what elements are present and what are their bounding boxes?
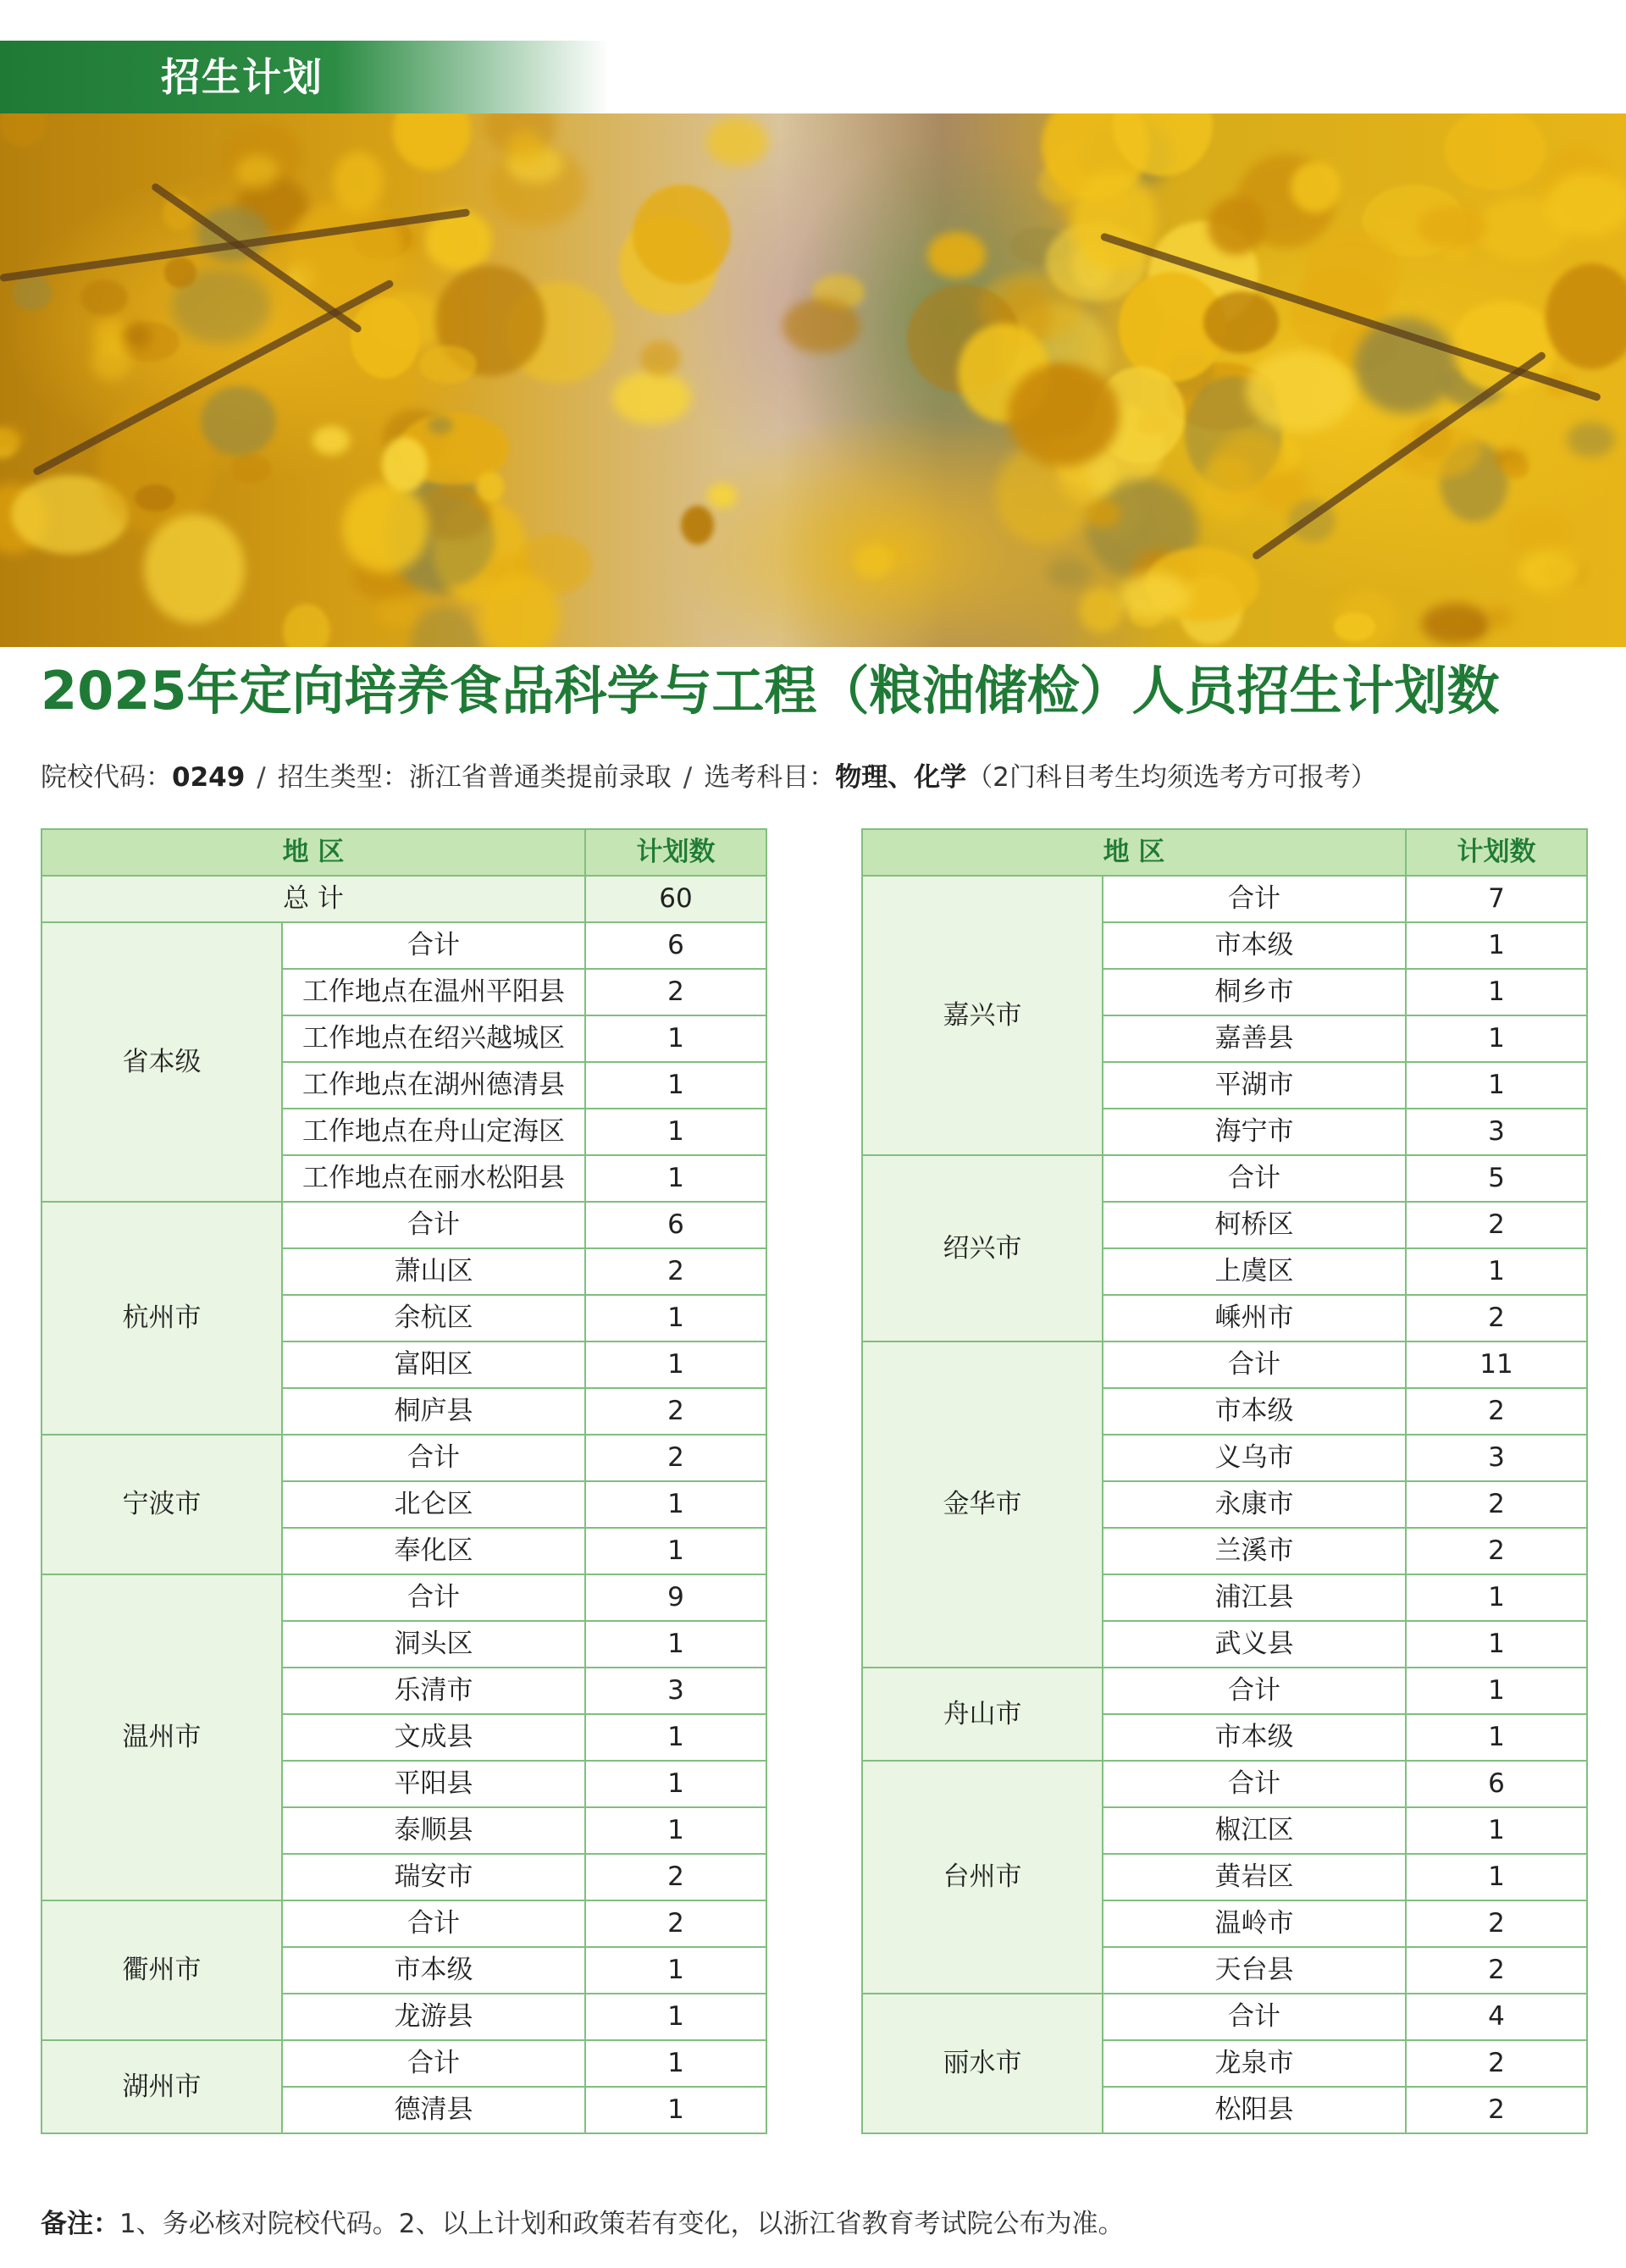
- school-code-label: 院校代码：: [41, 762, 172, 793]
- district-label-cell: 乐清市: [282, 1668, 585, 1714]
- ginkgo-leaf-cluster: [681, 506, 714, 545]
- plan-count-cell: 2: [585, 1900, 766, 1947]
- table-row: [862, 1761, 1587, 1807]
- district-label-cell: 嘉善县: [1103, 1015, 1406, 1062]
- footnote: [41, 2205, 1124, 2243]
- region-name-cell: 嘉兴市: [862, 876, 1103, 1155]
- ginkgo-leaf-cluster: [1047, 557, 1092, 589]
- plan-count-cell: 1: [585, 1994, 766, 2040]
- ginkgo-leaf-cluster: [1120, 573, 1190, 619]
- district-label-cell: 工作地点在丽水松阳县: [282, 1155, 585, 1202]
- plan-count-cell: 2: [1406, 1388, 1587, 1435]
- district-label-cell: 合计: [1103, 1761, 1406, 1807]
- plan-count-cell: 1: [585, 1807, 766, 1854]
- table-row: [41, 1435, 766, 1481]
- plan-count-cell: 1: [585, 1295, 766, 1341]
- admission-type-label: 招生类型：: [277, 762, 409, 793]
- plan-count-cell: 1: [1406, 922, 1587, 969]
- plan-count-cell: 1: [1406, 1807, 1587, 1854]
- ginkgo-leaf-cluster: [1008, 363, 1120, 467]
- plan-count-cell: 1: [585, 1155, 766, 1202]
- ginkgo-leaf-cluster: [1071, 170, 1157, 269]
- district-label-cell: 合计: [1103, 1668, 1406, 1714]
- plan-count-cell: 1: [585, 1714, 766, 1761]
- plan-count-cell: 1: [1406, 1854, 1587, 1900]
- plan-count-cell: 1: [585, 1761, 766, 1807]
- separator: /: [257, 762, 266, 793]
- region-name-cell: 台州市: [862, 1761, 1103, 1994]
- region-name-cell: 绍兴市: [862, 1155, 1103, 1341]
- ginkgo-leaf-cluster: [1421, 603, 1490, 644]
- ginkgo-leaf-cluster: [1567, 422, 1615, 458]
- district-label-cell: 平阳县: [282, 1761, 585, 1807]
- ginkgo-leaf-cluster: [477, 472, 504, 503]
- district-label-cell: 松阳县: [1103, 2087, 1406, 2133]
- district-label-cell: 北仑区: [282, 1481, 585, 1528]
- ginkgo-leaf-cluster: [91, 342, 131, 380]
- district-label-cell: 平湖市: [1103, 1062, 1406, 1109]
- district-label-cell: 合计: [282, 1435, 585, 1481]
- plan-count-cell: 1: [1406, 1062, 1587, 1109]
- ginkgo-leaf-cluster: [927, 232, 986, 279]
- ginkgo-leaf-cluster: [164, 257, 196, 288]
- page-title: 2025年定向培养食品科学与工程（粮油储检）人员招生计划数: [41, 660, 1500, 722]
- district-label-cell: 市本级: [282, 1947, 585, 1994]
- plan-count-cell: 1: [1406, 1714, 1587, 1761]
- ginkgo-leaf-cluster: [1246, 351, 1354, 432]
- ginkgo-leaf-cluster: [124, 324, 151, 349]
- plan-count-cell: 2: [585, 1435, 766, 1481]
- region-name-cell: 宁波市: [41, 1435, 282, 1574]
- region-name-cell: 金华市: [862, 1341, 1103, 1668]
- plan-count-cell: 2: [1406, 1528, 1587, 1574]
- district-label-cell: 工作地点在湖州德清县: [282, 1062, 585, 1109]
- district-label-cell: 合计: [282, 922, 585, 969]
- section-header-label: 招生计划: [161, 54, 324, 100]
- count-column-header: 计划数: [585, 829, 766, 876]
- plan-count-cell: 1: [585, 1621, 766, 1668]
- district-label-cell: 萧山区: [282, 1248, 585, 1295]
- district-label-cell: 余杭区: [282, 1295, 585, 1341]
- plan-count-cell: 2: [1406, 1202, 1587, 1248]
- ginkgo-leaf-cluster: [1518, 550, 1584, 591]
- district-label-cell: 富阳区: [282, 1341, 585, 1388]
- district-label-cell: 温岭市: [1103, 1900, 1406, 1947]
- ginkgo-leaf-cluster: [419, 346, 476, 384]
- district-label-cell: 武义县: [1103, 1621, 1406, 1668]
- ginkgo-leaf-cluster: [230, 454, 272, 484]
- district-label-cell: 工作地点在绍兴越城区: [282, 1015, 585, 1062]
- plan-count-cell: 5: [1406, 1155, 1587, 1202]
- district-label-cell: 黄岩区: [1103, 1854, 1406, 1900]
- district-label-cell: 泰顺县: [282, 1807, 585, 1854]
- ginkgo-leaf-cluster: [0, 113, 47, 147]
- enrollment-table-left: [41, 828, 767, 2134]
- table-row: [41, 1202, 766, 1248]
- plan-count-cell: 2: [585, 1854, 766, 1900]
- ginkgo-leaf-cluster: [479, 573, 560, 647]
- plan-count-cell: 1: [1406, 1668, 1587, 1714]
- subjects-value: 物理、化学: [835, 762, 967, 793]
- ginkgo-leaf-cluster: [97, 396, 213, 534]
- ginkgo-leaf-cluster: [1502, 456, 1528, 478]
- ginkgo-leaf-cluster: [1208, 196, 1265, 255]
- ginkgo-leaf-cluster: [1417, 206, 1487, 248]
- hero-photo-ginkgo: [0, 113, 1626, 647]
- district-label-cell: 海宁市: [1103, 1109, 1406, 1155]
- plan-count-cell: 6: [585, 1202, 766, 1248]
- region-name-cell: 舟山市: [862, 1668, 1103, 1761]
- ginkgo-leaf-cluster: [201, 386, 276, 456]
- plan-count-cell: 3: [1406, 1109, 1587, 1155]
- district-label-cell: 兰溪市: [1103, 1528, 1406, 1574]
- enrollment-table-right: [861, 828, 1588, 2134]
- plan-count-cell: 1: [585, 1341, 766, 1388]
- region-name-cell: 丽水市: [862, 1994, 1103, 2133]
- ginkgo-leaf-cluster: [1203, 291, 1279, 353]
- district-label-cell: 文成县: [282, 1714, 585, 1761]
- table-row: [862, 1668, 1587, 1714]
- region-column-header: 地 区: [41, 829, 585, 876]
- ginkgo-leaf-cluster: [706, 118, 769, 166]
- district-label-cell: 工作地点在舟山定海区: [282, 1109, 585, 1155]
- count-column-header: 计划数: [1406, 829, 1587, 876]
- region-column-header: 地 区: [862, 829, 1406, 876]
- district-label-cell: 瑞安市: [282, 1854, 585, 1900]
- plan-count-cell: 6: [1406, 1761, 1587, 1807]
- plan-count-cell: 2: [1406, 1947, 1587, 1994]
- region-name-cell: 杭州市: [41, 1202, 282, 1435]
- grand-total-label: 总 计: [41, 876, 585, 922]
- table-row: [41, 2040, 766, 2087]
- ginkgo-leaf-cluster: [612, 371, 690, 423]
- grand-total-value: 60: [585, 876, 766, 922]
- table-row: [862, 1341, 1587, 1388]
- plan-count-cell: 1: [585, 1481, 766, 1528]
- ginkgo-leaf-cluster: [144, 514, 245, 623]
- plan-count-cell: 2: [1406, 2040, 1587, 2087]
- plan-count-cell: 1: [585, 2087, 766, 2133]
- admission-type-value: 浙江省普通类提前录取: [408, 762, 672, 793]
- district-label-cell: 合计: [1103, 1994, 1406, 2040]
- district-label-cell: 柯桥区: [1103, 1202, 1406, 1248]
- plan-count-cell: 1: [1406, 1574, 1587, 1621]
- ginkgo-leaf-cluster: [333, 152, 384, 212]
- table-row: [862, 876, 1587, 922]
- ginkgo-leaf-cluster: [0, 427, 24, 450]
- plan-count-cell: 1: [585, 1528, 766, 1574]
- region-name-cell: 温州市: [41, 1574, 282, 1900]
- district-label-cell: 合计: [282, 1202, 585, 1248]
- plan-count-cell: 1: [585, 1109, 766, 1155]
- plan-count-cell: 1: [1406, 1248, 1587, 1295]
- district-label-cell: 浦江县: [1103, 1574, 1406, 1621]
- plan-count-cell: 2: [585, 1248, 766, 1295]
- district-label-cell: 洞头区: [282, 1621, 585, 1668]
- ginkgo-leaf-cluster: [640, 340, 680, 376]
- ginkgo-leaf-cluster: [1546, 263, 1626, 369]
- ginkgo-leaf-cluster: [312, 426, 349, 455]
- region-name-cell: 湖州市: [41, 2040, 282, 2133]
- district-label-cell: 义乌市: [1103, 1435, 1406, 1481]
- plan-count-cell: 2: [1406, 2087, 1587, 2133]
- ginkgo-leaf-cluster: [393, 113, 471, 170]
- ginkgo-leaf-cluster: [410, 606, 480, 647]
- plan-count-cell: 2: [1406, 1900, 1587, 1947]
- district-label-cell: 上虞区: [1103, 1248, 1406, 1295]
- ginkgo-leaf-cluster: [1507, 510, 1570, 551]
- ginkgo-leaf-cluster: [854, 544, 893, 578]
- ginkgo-leaf-cluster: [633, 185, 731, 285]
- district-label-cell: 合计: [1103, 876, 1406, 922]
- table-row: [862, 1994, 1587, 2040]
- district-label-cell: 桐乡市: [1103, 969, 1406, 1015]
- ginkgo-leaf-cluster: [196, 207, 269, 262]
- ginkgo-leaf-cluster: [351, 297, 420, 378]
- district-label-cell: 工作地点在温州平阳县: [282, 969, 585, 1015]
- school-info-line: [41, 759, 1377, 796]
- subjects-label: 选考科目：: [704, 762, 836, 793]
- table-row: [41, 1574, 766, 1621]
- plan-count-cell: 2: [585, 969, 766, 1015]
- district-label-cell: 椒江区: [1103, 1807, 1406, 1854]
- district-label-cell: 市本级: [1103, 1714, 1406, 1761]
- district-label-cell: 桐庐县: [282, 1388, 585, 1435]
- ginkgo-leaf-cluster: [1086, 500, 1120, 527]
- plan-count-cell: 1: [1406, 969, 1587, 1015]
- district-label-cell: 嵊州市: [1103, 1295, 1406, 1341]
- plan-count-cell: 11: [1406, 1341, 1587, 1388]
- district-label-cell: 合计: [282, 1900, 585, 1947]
- table-header-row: [41, 829, 766, 876]
- district-label-cell: 市本级: [1103, 1388, 1406, 1435]
- table-row: [41, 1900, 766, 1947]
- ginkgo-leaf-cluster: [1487, 607, 1513, 628]
- plan-count-cell: 1: [585, 1015, 766, 1062]
- ginkgo-leaf-cluster: [783, 298, 860, 354]
- plan-count-cell: 2: [1406, 1295, 1587, 1341]
- district-label-cell: 天台县: [1103, 1947, 1406, 1994]
- ginkgo-leaf-cluster: [707, 484, 738, 508]
- table-header-row: [862, 829, 1587, 876]
- plan-count-cell: 1: [1406, 1621, 1587, 1668]
- ginkgo-leaf-cluster: [1213, 431, 1285, 496]
- district-label-cell: 龙泉市: [1103, 2040, 1406, 2087]
- table-row: [41, 922, 766, 969]
- district-label-cell: 永康市: [1103, 1481, 1406, 1528]
- district-label-cell: 合计: [282, 2040, 585, 2087]
- separator: /: [683, 762, 693, 793]
- plan-count-cell: 6: [585, 922, 766, 969]
- ginkgo-leaf-cluster: [342, 483, 429, 573]
- table-row: [862, 1155, 1587, 1202]
- district-label-cell: 合计: [282, 1574, 585, 1621]
- footnote-label: 备注：: [41, 2209, 119, 2239]
- ginkgo-leaf-cluster: [376, 596, 416, 627]
- ginkgo-leaf-cluster: [1445, 113, 1545, 190]
- plan-count-cell: 1: [585, 1947, 766, 1994]
- ginkgo-leaf-cluster: [1334, 612, 1376, 640]
- footnote-text: 1、务必核对院校代码。2、以上计划和政策若有变化，以浙江省教育考试院公布为准。: [119, 2209, 1125, 2239]
- ginkgo-leaf-cluster: [135, 484, 175, 512]
- district-label-cell: 德清县: [282, 2087, 585, 2133]
- plan-count-cell: 7: [1406, 876, 1587, 922]
- plan-count-cell: 4: [1406, 1994, 1587, 2040]
- grand-total-row: [41, 876, 766, 922]
- district-label-cell: 奉化区: [282, 1528, 585, 1574]
- plan-count-cell: 1: [585, 1062, 766, 1109]
- ginkgo-leaf-cluster: [1079, 588, 1121, 633]
- district-label-cell: 合计: [1103, 1155, 1406, 1202]
- subjects-note: （2门科目考生均须选考方可报考）: [966, 762, 1377, 793]
- region-name-cell: 衢州市: [41, 1900, 282, 2040]
- plan-count-cell: 2: [1406, 1481, 1587, 1528]
- plan-count-cell: 3: [1406, 1435, 1587, 1481]
- district-label-cell: 市本级: [1103, 922, 1406, 969]
- school-code-value: 0249: [172, 762, 246, 793]
- district-label-cell: 龙游县: [282, 1994, 585, 2040]
- plan-count-cell: 3: [585, 1668, 766, 1714]
- ginkgo-leaf-cluster: [235, 155, 279, 189]
- ginkgo-leaf-cluster: [1546, 172, 1626, 237]
- ginkgo-leaf-cluster: [1291, 162, 1340, 212]
- plan-count-cell: 9: [585, 1574, 766, 1621]
- ginkgo-leaf-cluster: [283, 604, 330, 647]
- ginkgo-leaf-cluster: [80, 279, 127, 316]
- plan-count-cell: 1: [585, 2040, 766, 2087]
- region-name-cell: 省本级: [41, 922, 282, 1202]
- district-label-cell: 合计: [1103, 1341, 1406, 1388]
- plan-count-cell: 1: [1406, 1015, 1587, 1062]
- ginkgo-leaf-cluster: [506, 130, 544, 167]
- ginkgo-leaf-cluster: [13, 275, 52, 311]
- plan-count-cell: 2: [585, 1388, 766, 1435]
